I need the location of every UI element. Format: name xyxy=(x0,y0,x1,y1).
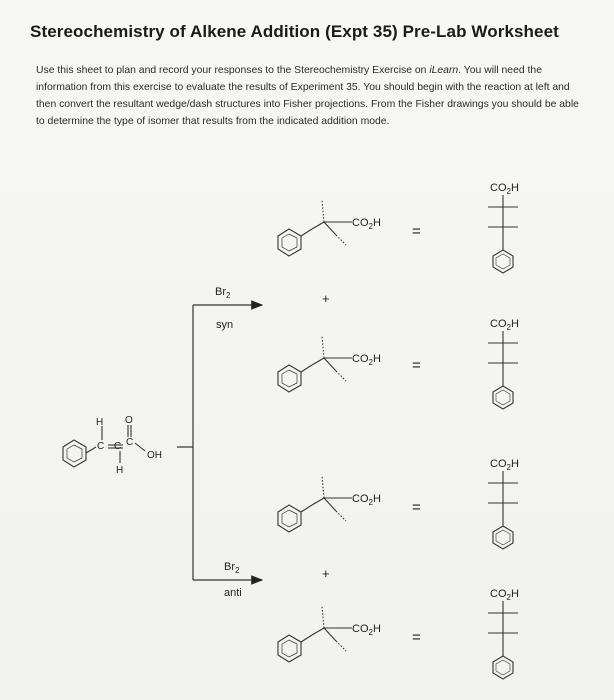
svg-text:Br2: $Br_2$ xyxy=(224,561,240,575)
svg-text:CO2H: $CO_2H$ xyxy=(352,217,381,231)
svg-text:CO2H: $CO_2H$ xyxy=(490,318,519,332)
reactant-h-bottom: H xyxy=(116,465,124,476)
fischer-projection-4 xyxy=(488,588,519,679)
fischer-projection-2 xyxy=(488,318,519,409)
syn-mode-label: syn xyxy=(216,319,234,331)
reactant-c2: C xyxy=(114,441,122,452)
equals-sign-3: = xyxy=(412,499,421,516)
anti-mode-label: anti xyxy=(224,587,242,599)
product-1-wedge-dash xyxy=(278,200,381,256)
svg-text:CO2H: $CO_2H$ xyxy=(490,588,519,602)
page-title: Stereochemistry of Alkene Addition (Expt 35) Pre-Lab Worksheet xyxy=(30,22,559,41)
svg-text:CO2H: $CO_2H$ xyxy=(490,458,519,472)
syn-plus-sign: + xyxy=(322,291,330,306)
reactant-c3: C xyxy=(126,437,134,448)
svg-text:CO2H: $CO_2H$ xyxy=(352,493,381,507)
syn-reagent-label xyxy=(215,286,231,300)
equals-sign-1: = xyxy=(412,223,421,240)
product-3-wedge-dash xyxy=(278,476,381,532)
reactant-oh: OH xyxy=(147,450,162,461)
equals-sign-4: = xyxy=(412,629,421,646)
ilearn-reference: iLearn xyxy=(429,65,459,76)
fischer-projection-1 xyxy=(488,182,519,273)
equals-sign-2: = xyxy=(412,357,421,374)
svg-text:CO2H: $CO_2H$ xyxy=(490,182,519,196)
reactant-c1: C xyxy=(97,441,105,452)
fischer-projection-3 xyxy=(488,458,519,549)
reaction-bracket xyxy=(177,305,262,580)
reactant-h-top: H xyxy=(96,417,104,428)
intro-text-2: . You will need the information from this exercise to evaluate the results of Experiment 35. You should begin with the reaction at left and then convert the resultant wedge/dash structures into Fisher projections. From the Fisher drawings you should be able to determine the type of isomer that results from the indicated addition mode. xyxy=(36,65,579,127)
svg-text:Br2: $Br_2$ xyxy=(215,286,231,300)
product-4-wedge-dash xyxy=(278,606,381,662)
product-2-wedge-dash xyxy=(278,336,381,392)
intro-text-1: Use this sheet to plan and record your responses to the Stereochemistry Exercise on xyxy=(36,65,430,76)
svg-text:CO2H: $CO_2H$ xyxy=(352,623,381,637)
reactant-benzene-ring xyxy=(63,440,86,467)
anti-plus-sign: + xyxy=(322,566,330,581)
anti-reagent-label xyxy=(224,561,240,575)
svg-text:CO2H: $CO_2H$ xyxy=(352,353,381,367)
reactant-o-carbonyl: O xyxy=(125,415,133,426)
